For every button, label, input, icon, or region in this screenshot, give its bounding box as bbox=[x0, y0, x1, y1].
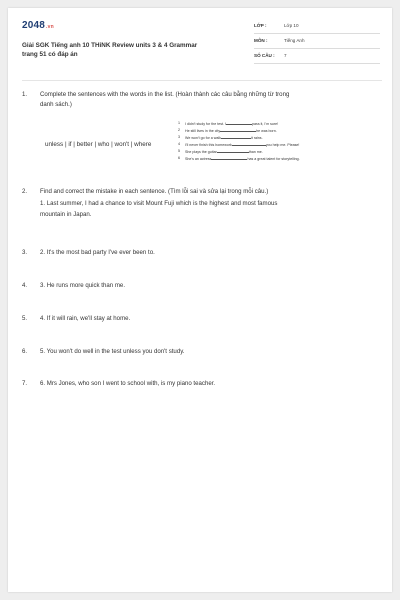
sentence-text: He still lives in the city bbox=[185, 129, 221, 133]
question-prompt bbox=[40, 187, 277, 220]
logo-text: 2048 bbox=[22, 20, 46, 31]
answer-blank[interactable] bbox=[232, 142, 266, 146]
prompt-line: Find and correct the mistake in each sentence. (Tìm lỗi sai và sửa lại trong mỗi câu.) bbox=[40, 188, 269, 195]
sentence-number: 5 bbox=[178, 149, 180, 153]
sentence-number: 1 bbox=[178, 121, 180, 125]
question-number: 6. bbox=[22, 348, 28, 355]
prompt-line: danh sách.) bbox=[40, 101, 72, 109]
meta-value: 7 bbox=[284, 53, 287, 58]
question-number: 5. bbox=[22, 315, 28, 322]
question-prompt bbox=[40, 90, 289, 111]
title-line-1: Giải SGK Tiếng anh 10 THiNK Review units 3 & 4 Grammar bbox=[22, 42, 198, 49]
meta-row-count bbox=[254, 52, 380, 64]
question-number: 4. bbox=[22, 282, 28, 289]
sentence-number: 3 bbox=[178, 135, 180, 139]
title-line-2: trang 51 có đáp án bbox=[22, 51, 78, 59]
prompt-line: Complete the sentences with the words in the list. (Hoàn thành các câu bằng những từ trong bbox=[40, 91, 290, 98]
logo-suffix: .vn bbox=[46, 24, 54, 30]
meta-value: Tiếng Anh bbox=[284, 38, 305, 43]
question-text: 4. If it will rain, we'll stay at home. bbox=[40, 315, 131, 322]
answer-blank[interactable] bbox=[211, 156, 247, 160]
sentence-number: 4 bbox=[178, 142, 180, 146]
sentence-text: She's an actress bbox=[185, 157, 212, 161]
meta-key: LỚP : bbox=[254, 23, 267, 28]
question-number: 7. bbox=[22, 380, 28, 387]
answer-blank[interactable] bbox=[217, 149, 249, 153]
answer-blank[interactable] bbox=[221, 135, 251, 139]
meta-key: MÔN : bbox=[254, 38, 268, 43]
question-number: 1. bbox=[22, 91, 28, 98]
meta-row-grade bbox=[254, 22, 380, 34]
question-text: 2. It's the most bad party I've ever been to. bbox=[40, 249, 155, 256]
word-list: unless | if | better | who | won't | where bbox=[45, 141, 152, 148]
site-logo[interactable] bbox=[22, 20, 54, 31]
sentence-text: We won't go for a walk bbox=[185, 136, 221, 140]
sentence-text: I'll never finish this homework bbox=[185, 143, 232, 147]
question-text: 3. He runs more quick than me. bbox=[40, 282, 126, 289]
question-number: 3. bbox=[22, 249, 28, 256]
sentence-line: mountain in Japan. bbox=[40, 210, 92, 218]
answer-blank[interactable] bbox=[220, 128, 256, 132]
meta-key: SỐ CÂU : bbox=[254, 53, 275, 58]
question-text: 6. Mrs Jones, who son I went to school with, is my piano teacher. bbox=[40, 380, 216, 387]
sentence-text: than me. bbox=[248, 150, 263, 154]
meta-row-subject bbox=[254, 37, 380, 49]
header-divider bbox=[22, 80, 382, 81]
question-number: 2. bbox=[22, 188, 28, 195]
meta-value: Lớp 10 bbox=[284, 23, 299, 28]
sentence-text: She plays the guitar bbox=[185, 150, 217, 154]
sentence-number: 6 bbox=[178, 156, 180, 160]
sentence-text: pass it, I'm sure! bbox=[252, 122, 279, 126]
sentence-line: 1. Last summer, I had a chance to visit Mount Fuji which is the highest and most famous bbox=[40, 200, 278, 208]
answer-blank[interactable] bbox=[226, 121, 252, 125]
sentence-text: has a great talent for storytelling. bbox=[247, 157, 300, 161]
sentence-number: 2 bbox=[178, 128, 180, 132]
document-page bbox=[8, 8, 392, 592]
sentence-text: I didn't study for the test. I bbox=[185, 122, 227, 126]
sentence-text: you help me. Please! bbox=[265, 143, 300, 147]
sentence-text: he was born. bbox=[256, 129, 277, 133]
sentence-text: it rains. bbox=[250, 136, 263, 140]
question-text: 5. You won't do well in the test unless you don't study. bbox=[40, 348, 185, 355]
document-title bbox=[22, 41, 252, 59]
